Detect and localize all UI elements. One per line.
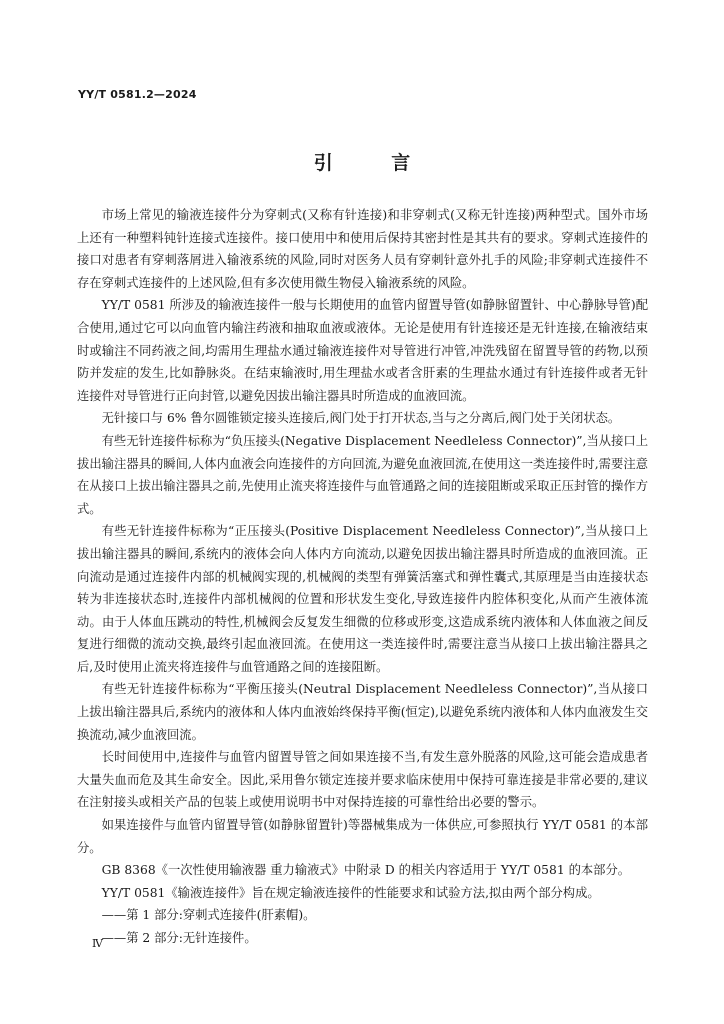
list-item-part-2: ——第 2 部分:无针连接件。 xyxy=(101,931,257,945)
list-item-part-1: ——第 1 部分:穿刺式连接件(肝素帽)。 xyxy=(101,908,316,923)
paragraph-integrated-devices: 如果连接件与血管内留置导管(如静脉留置针)等器械集成为一体供应,可参照执行 YY/T 0581 的本部分。 xyxy=(77,818,648,855)
paragraph-parts-intro: YY/T 0581《输液连接件》旨在规定输液连接件的性能要求和试验方法,拟由两个部分构成。 xyxy=(101,885,600,900)
paragraph-scope-usage: YY/T 0581 所涉及的输液连接件一般与长期使用的血管内留置导管(如静脉留置针、中心静脉导管)配合使用,通过它可以向血管内输注药液和抽取血液或液体。无论是使用有针连接还是无针连接,在输液结束时或输注不同药液之间,均需用生理盐水通过输液连接件对导管进行冲管,冲洗残留在留置导管的药物,以预防并发症的发生,比如静脉炎。在结束输液时,用生理盐水或者含肝素的生理盐水通过有针连接件或者无针连接件对导管进行正向封管,以避免因拔出输注器具时所造成的血液回流。 xyxy=(77,298,648,403)
paragraph-positive-displacement: 有些无针连接件标称为“正压接头(Positive Displacement Needleless Connector)”,当从接口上拔出输注器具的瞬间,系统内的液体会向人体内方向流动,以避免因拔出输注器具时所造成的血液回流。正向流动是通过连接件内部的机械阀实现的,机械阀的类型有弹簧活塞式和弹性囊式,其原理是当由连接状态转为非连接状态时,连接件内部机械阀的位置和形状发生变化,导致连接件内腔体积变化,从而产生液体流动。由于人体血压跳动的特性,机械阀会反复发生细微的位移或形变,这造成系统内液体和人体血液之间反复进行细微的流动交换,最终引起血液回流。在使用这一类连接件时,需要注意当从接口上拔出输注器具之后,及时使用止流夹将连接件与血管通路之间的连接阻断。 xyxy=(77,524,648,674)
introduction-body xyxy=(77,204,648,950)
paragraph-negative-displacement: 有些无针连接件标称为“负压接头(Negative Displacement Needleless Connector)”,当从接口上拔出输注器具的瞬间,人体内血液会向连接件的方向回流,为避免血液回流,在使用这一类连接件时,需要注意在从接口上拔出输注器具之前,先使用止流夹将连接件与血管通路之间的连接阻断或采取正压封管的操作方式。 xyxy=(77,433,648,516)
section-title: 引 言 xyxy=(313,152,437,174)
paragraph-gb8368-reference: GB 8368《一次性使用输液器 重力输液式》中附录 D 的相关内容适用于 YY/T 0581 的本部分。 xyxy=(101,863,631,878)
paragraph-market-types: 市场上常见的输液连接件分为穿刺式(又称有针连接)和非穿刺式(又称无针连接)两种型式。国外市场上还有一种塑料钝针连接式连接件。接口使用中和使用后保持其密封性是其共有的要求。穿刺式连接件的接口对患者有穿刺落屑进入输液系统的风险,同时对医务人员有穿刺针意外扎手的风险;非穿刺式连接件不存在穿刺式连接件的上述风险,但有多次使用微生物侵入输液系统的风险。 xyxy=(77,208,648,290)
page-number: Ⅳ xyxy=(92,937,103,950)
paragraph-luer-lock-warning: 长时间使用中,连接件与血管内留置导管之间如果连接不当,有发生意外脱落的风险,这可能会造成患者大量失血而危及其生命安全。因此,采用鲁尔锁定连接并要求临床使用中保持可靠连接是非常必要的,建议在注射接头或相关产品的包装上或使用说明书中对保持连接的可靠性给出必要的警示。 xyxy=(77,750,648,810)
paragraph-valve-state: 无针接口与 6% 鲁尔圆锥锁定接头连接后,阀门处于打开状态,当与之分离后,阀门处于关闭状态。 xyxy=(101,411,621,426)
standard-code: YY/T 0581.2—2024 xyxy=(78,88,197,101)
paragraph-neutral-displacement: 有些无针连接件标称为“平衡压接头(Neutral Displacement Needleless Connector)”,当从接口上拔出输注器具后,系统内的液体和人体内血液始终保持平衡(恒定),以避免系统内液体和人体内血液发生交换流动,减少血液回流。 xyxy=(77,682,648,742)
